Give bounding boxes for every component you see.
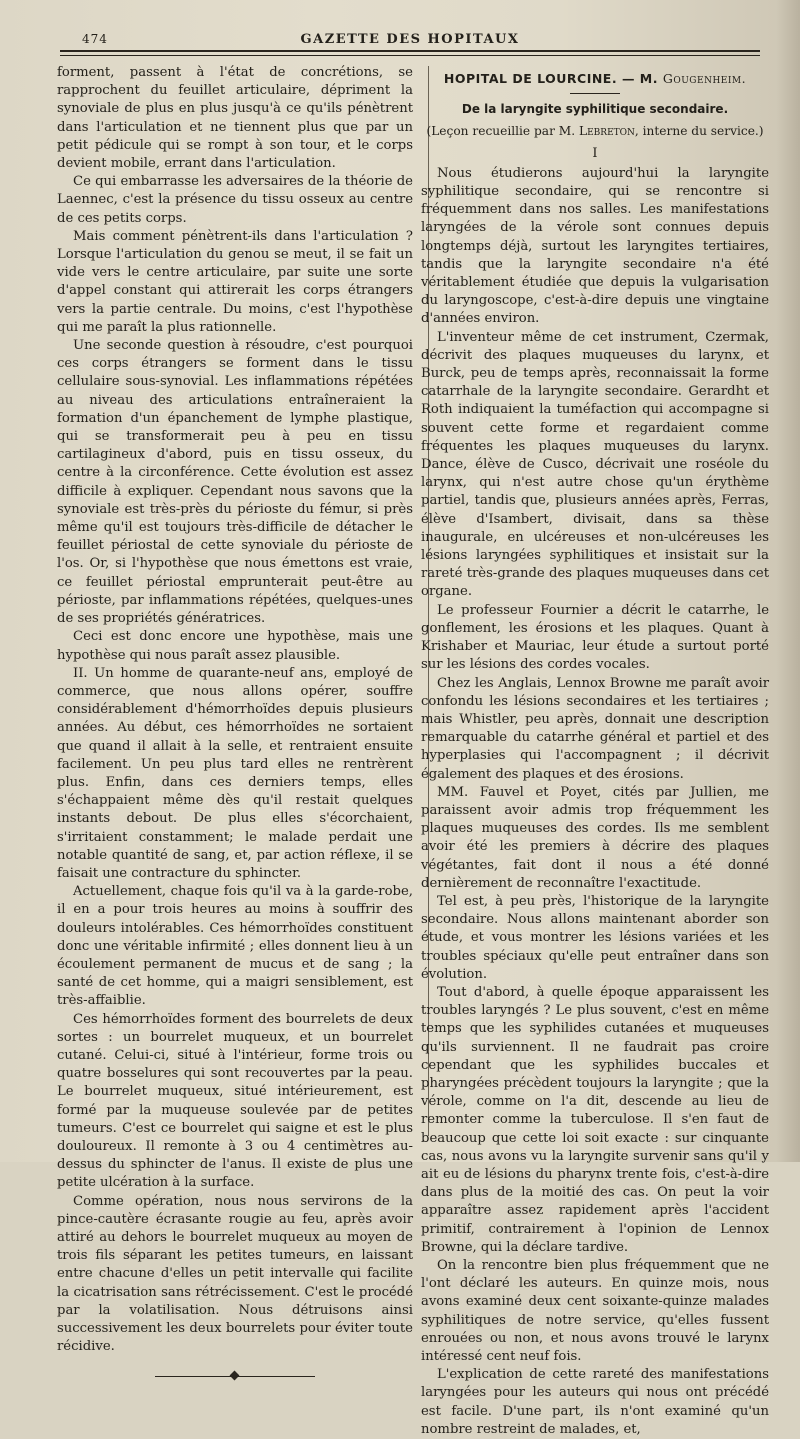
note-name: Lebreton, <box>579 124 639 139</box>
paragraph: Ce qui embarrasse les adversaires de la théorie de Laennec, c'est la présence du tissu osseux au centre de ces petits corps. <box>57 174 413 226</box>
note-prefix: (Leçon recueillie par M. <box>426 124 576 139</box>
paragraph: MM. Fauvel et Poyet, cités par Jullien, me paraissent avoir admis trop fréquemment les plaques muqueuses des cordes. Ils me semblent avoir été les premiers à décrire des plaques végétantes, fait dont il nous a été donné dernièrement de reconnaître l'exactitude. <box>421 784 769 891</box>
paragraph: forment, passent à l'état de concrétions, se rapprochent du feuillet articulaire, dépriment la synoviale de plus en plus jusqu'à ce qu'ils pénètrent dans l'articulation et ne tiennent plus que par un petit pédicule qui se rompt à son tour, et le corps devient mobile, errant dans l'articulation. <box>57 65 413 172</box>
paragraph: Comme opération, nous nous servirons de la pince-cautère écrasante rougie au feu, après avoir attiré au dehors le bourrelet muqueux au moyen de trois fils séparant les petites tumeurs, en laissant entre chacune d'elles un petit intervalle qui facilite la cicatrisation sans rétrécissement. C'est le procédé par la volatilisation. Nous détruisons ainsi successivement les deux bourrelets pour éviter toute récidive. <box>57 1193 413 1355</box>
paragraph: Mais comment pénètrent-ils dans l'articulation ? Lorsque l'articulation du genou se meut, il se fait un vide vers le centre articulaire, par suite une sorte d'appel constant qui attirerait les corps étrangers vers la partie centrale. Du moins, c'est l'hypothèse qui me paraît la plus rationnelle. <box>57 228 413 335</box>
paragraph: L'inventeur même de cet instrument, Czermak, décrivit des plaques muqueuses du larynx, et Burck, peu de temps après, reconnaissait la forme catarrhale de la laryngite secondaire. Gerardht et Roth indiquaient la tuméfaction qui accompagne si souvent cette forme et regardaient comme fréquentes les plaques muqueuses du larynx. Dance, élève de Cusco, décrivait une roséole du larynx, qui n'est autre chose qu'un érythème partiel, tandis que, plusieurs années après, Ferras, élève d'Isambert, divisait, dans sa thèse inaugurale, en ulcéreuses et non-ulcéreuses les lésions laryngées syphilitiques et insistait sur la rareté très-grande des plaques muqueuses dans cet organe. <box>421 329 769 600</box>
article-title-text: HOPITAL DE LOURCINE. — M. <box>443 71 658 86</box>
lecture-note <box>421 122 769 140</box>
page-number: 474 <box>82 32 108 46</box>
journal-title: GAZETTE DES HOPITAUX <box>300 32 520 47</box>
paragraph: Ceci est donc encore une hypothèse, mais une hypothèse qui nous paraît assez plausible. <box>57 629 413 663</box>
paragraph: Actuellement, chaque fois qu'il va à la garde-robe, il en a pour trois heures au moins à souffrir des douleurs intolérables. Ces hémorrhoïdes constituent donc une véritable infirmité ; elles donnent lieu à un écoulement permanent de mucus et de sang ; la santé de cet homme, qui a maigri sensiblement, est très-affaiblie. <box>57 884 413 1009</box>
right-column <box>421 64 769 1439</box>
paragraph: On la rencontre bien plus fréquemment que ne l'ont déclaré les auteurs. En quinze mois, nous avons examiné deux cent soixante-quinze malades syphilitiques de notre service, qu'elles fussent enrouées ou non, et nous avons trouvé le larynx intéressé cent neuf fois. <box>421 1258 769 1365</box>
section-number: I <box>592 145 598 161</box>
paragraph: L'explication de cette rareté des manifestations laryngées pour les auteurs qui nous ont précédé est facile. D'une part, ils n'ont examiné qu'un nombre restreint de malades, et, <box>421 1367 769 1437</box>
paragraph: Une seconde question à résoudre, c'est pourquoi ces corps étrangers se forment dans le tissu cellulaire sous-synovial. Les inflammations répétées au niveau des articulations entraîneraient la formation d'un épanchement de lymphe plastique, qui se transformerait peu à peu en tissu cartilagineux d'abord, puis en tissu osseux, du centre à la circonférence. Cette évolution est assez difficile à expliquer. Cependant nous savons que la synoviale est très-près du périoste du fémur, si près même qu'il est toujours très-difficile de détacher le feuillet périostal de cette synoviale du périoste de l'os. Or, si l'hypothèse que nous émettons est vraie, ce feuillet périostal emprunterait peut-être au périoste, par inflammations répétées, quelques-unes de ses propriétés génératrices. <box>57 338 413 627</box>
paragraph: Ces hémorrhoïdes forment des bourrelets de deux sortes : un bourrelet muqueux, et un bourrelet cutané. Celui-ci, situé à l'intérieur, forme trois ou quatre bosselures qui sont recouvertes par la peau. Le bourrelet muqueux, situé intérieurement, est formé par la muqueuse soulevée par de petites tumeurs. C'est ce bourrelet qui saigne et est le plus douloureux. Il remonte à 3 ou 4 centimètres au-dessus du sphincter de l'anus. Il existe de plus une petite ulcération à la surface. <box>57 1011 413 1191</box>
header-rule-thin <box>60 55 760 56</box>
paragraph: Tel est, à peu près, l'historique de la laryngite secondaire. Nous allons maintenant aborder son étude, et vous montrer les lésions variées et les troubles spéciaux qu'elle peut entraîner dans son évolution. <box>421 893 769 982</box>
paragraph: Le professeur Fournier a décrit le catarrhe, le gonflement, les érosions et les plaques. Quant à Krishaber et Mauriac, leur étude a surtout porté sur les lésions des cordes vocales. <box>421 602 769 673</box>
header-rule-thick <box>60 50 760 52</box>
left-column <box>57 64 413 1382</box>
paragraph: II. Un homme de quarante-neuf ans, employé de commerce, que nous allons opérer, souffre considérablement d'hémorrhoïdes depuis plusieurs années. Au début, ces hémorrhoïdes ne sortaient que quand il allait à la selle, et rentraient ensuite facilement. Un peu plus tard elles ne rentrèrent plus. Enfin, dans ces derniers temps, elles s'échappaient même dès qu'il restait quelques instants debout. De plus elles s'écorchaient, s'irritaient constamment; le malade perdait une notable quantité de sang, et, par action réflexe, il se faisait une contracture du sphincter. <box>57 665 413 881</box>
note-suffix: interne du service.) <box>642 124 764 139</box>
article-author: Gougenheim. <box>662 71 747 86</box>
paragraph: Nous étudierons aujourd'hui la laryngite syphilitique secondaire, qui se rencontre si fréquemment dans nos salles. Les manifestations laryngées de la vérole sont connues depuis longtemps déjà, surtout les laryngites tertiaires, tandis que la laryngite secondaire n'a été véritablement étudiée que depuis la vulgarisation du laryngoscope, c'est-à-dire depuis une vingtaine d'années environ. <box>421 165 769 327</box>
article-title <box>421 70 769 88</box>
article-subtitle: De la laryngite syphilitique secondaire. <box>461 102 729 117</box>
paragraph: Chez les Anglais, Lennox Browne me paraît avoir confondu les lésions secondaires et les tertiaires ; mais Whistler, peu après, donnait une description remarquable du catarrhe général et partiel et des hyperplasies qui l'accompagnent ; il décrivit également des plaques et des érosions. <box>421 675 769 782</box>
page-header <box>60 28 760 50</box>
end-ornament <box>155 1370 315 1382</box>
paragraph: Tout d'abord, à quelle époque apparaissent les troubles laryngés ? Le plus souvent, c'est en même temps que les syphilides cutanées et muqueuses qu'ils surviennent. Il ne faudrait pas croire cependant que les syphilides buccales et pharyngées précèdent toujours la laryngite ; que la vérole, comme on l'a dit, descende au lieu de remonter comme la tuberculose. Il s'en faut de beaucoup que cette loi soit exacte : sur cinquante cas, nous avons vu la laryngite survenir sans qu'il y ait eu de lésions du pharynx trente fois, c'est-à-dire dans plus de la moitié des cas. On peut la voir apparaître assez rapidement après l'accident primitif, contrairement à l'opinion de Lennox Browne, qui la déclare tardive. <box>421 984 769 1255</box>
title-rule <box>570 93 620 94</box>
